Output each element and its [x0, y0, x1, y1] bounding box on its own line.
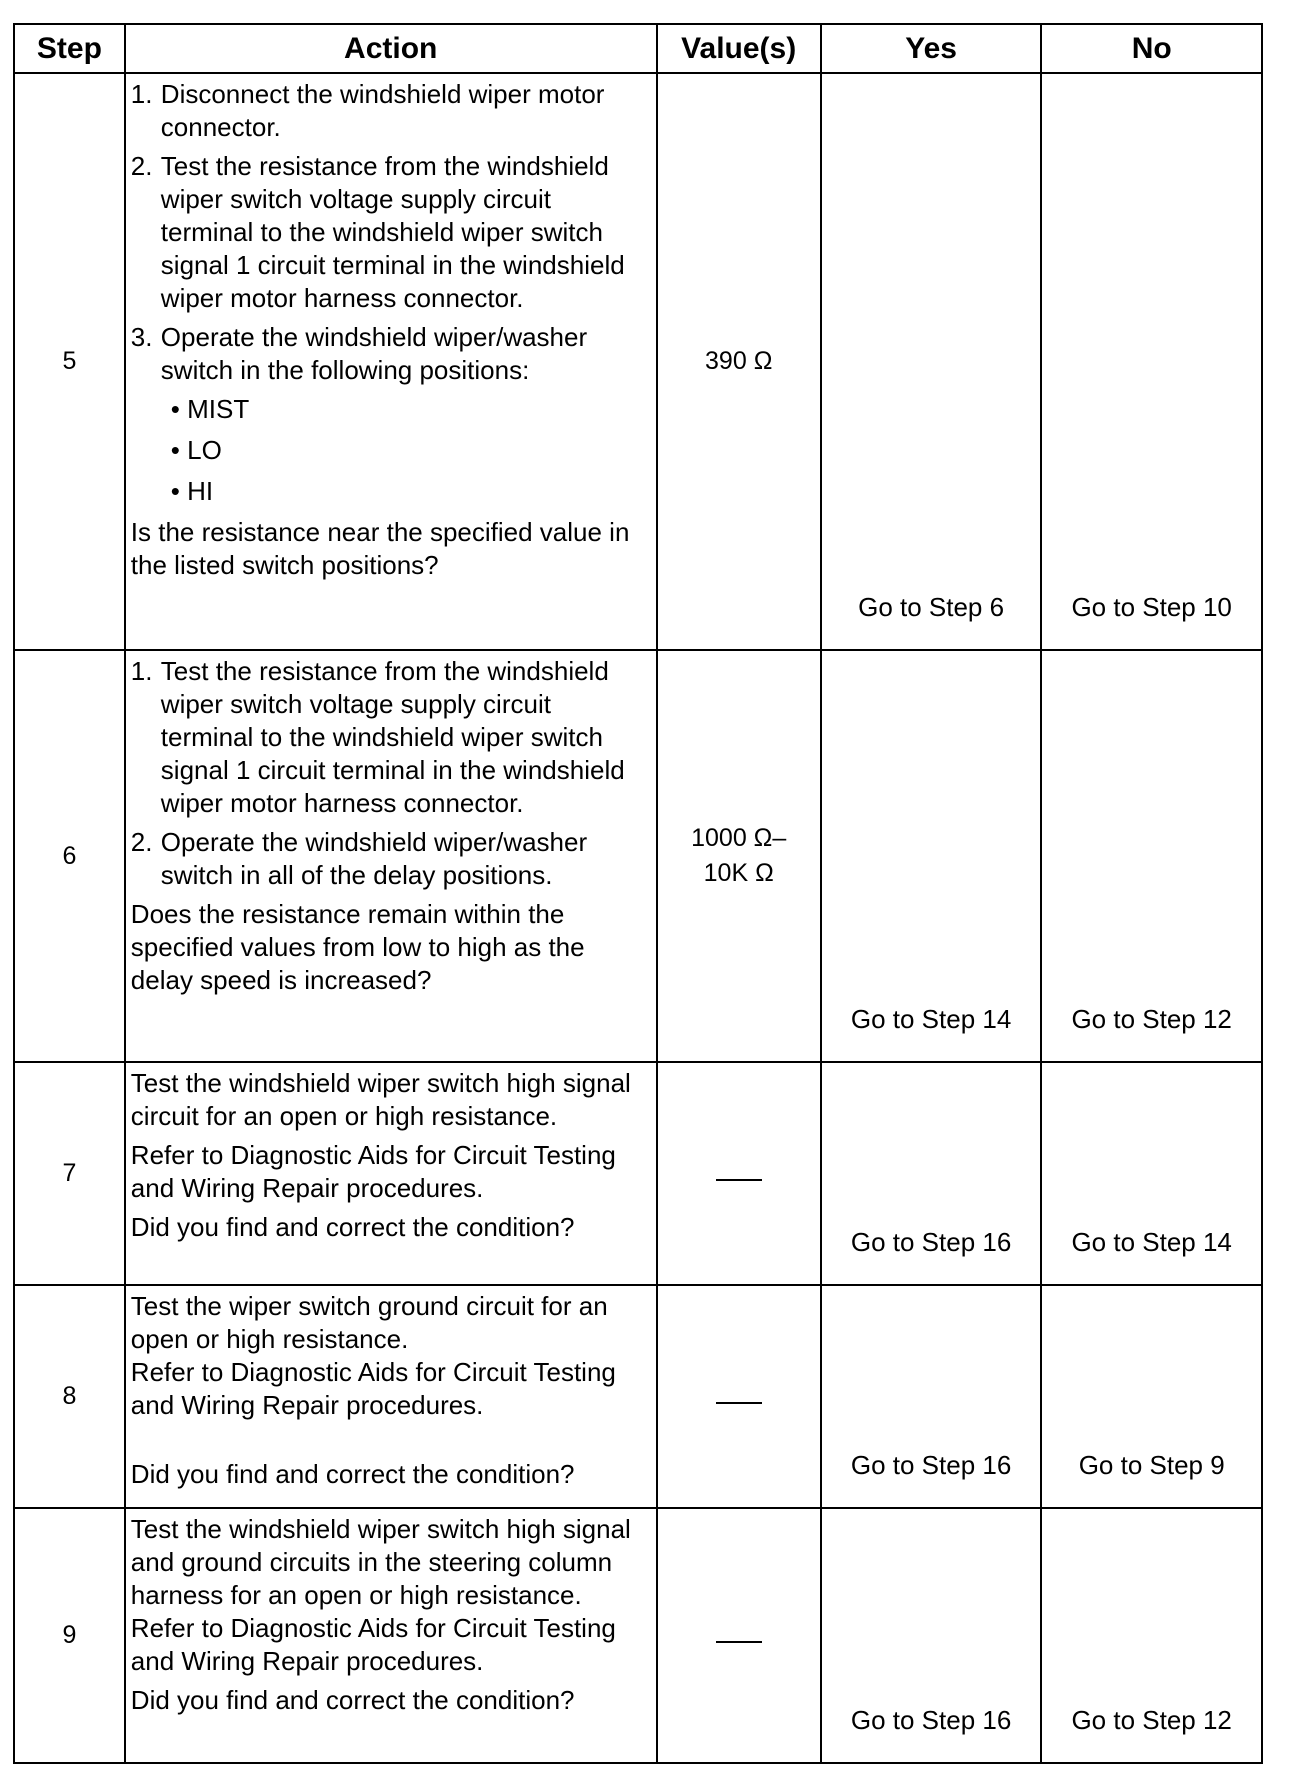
no-cell: Go to Step 12 [1041, 650, 1262, 1062]
no-value-dash [716, 1641, 762, 1643]
action-step-text: Test the resistance from the windshield wiper switch voltage supply circuit terminal to the windshield wiper switch signal 1 circuit terminal in the windshield wiper motor harness connector. [160, 656, 625, 818]
no-cell: Go to Step 10 [1041, 73, 1262, 650]
header-values: Value(s) [657, 24, 821, 73]
yes-cell: Go to Step 16 [821, 1508, 1042, 1763]
table-row [14, 1285, 1262, 1508]
no-value-dash [716, 1402, 762, 1404]
table-row [14, 650, 1262, 1062]
action-step-text: Operate the windshield wiper/washer switch in all of the delay positions. [160, 827, 588, 890]
action-step-text: Disconnect the windshield wiper motor connector. [160, 79, 605, 142]
value-cell [657, 1062, 821, 1285]
switch-position-item: • LO [170, 435, 222, 465]
action-question: Did you find and correct the condition? [130, 1212, 575, 1242]
header-no: No [1041, 24, 1262, 73]
value-text: 10K Ω [703, 859, 774, 887]
action-reference: Refer to Diagnostic Aids for Circuit Testing and Wiring Repair procedures. [130, 1140, 616, 1203]
action-cell [125, 1062, 657, 1285]
step-number: 9 [14, 1508, 125, 1763]
table-row [14, 1508, 1262, 1763]
action-reference: Refer to Diagnostic Aids for Circuit Testing and Wiring Repair procedures. [130, 1357, 616, 1420]
table-row [14, 1062, 1262, 1285]
action-instruction: Test the windshield wiper switch high signal circuit for an open or high resistance. [130, 1068, 631, 1131]
yes-cell: Go to Step 16 [821, 1062, 1042, 1285]
action-cell [125, 73, 657, 650]
action-step [131, 78, 650, 144]
diagnostic-table [13, 23, 1263, 1764]
step-number: 5 [14, 73, 125, 650]
no-cell: Go to Step 14 [1041, 1062, 1262, 1285]
action-step-number: 3. [130, 322, 153, 352]
table-row [14, 73, 1262, 650]
value-cell [657, 1285, 821, 1508]
action-question: Did you find and correct the condition? [130, 1459, 575, 1489]
no-cell: Go to Step 12 [1041, 1508, 1262, 1763]
no-cell: Go to Step 9 [1041, 1285, 1262, 1508]
value-text: 390 Ω [705, 347, 773, 375]
header-step: Step [14, 24, 125, 73]
value-text: 1000 Ω– [691, 824, 787, 852]
action-instruction: Test the wiper switch ground circuit for an open or high resistance. [130, 1291, 608, 1354]
switch-position-item: • HI [170, 476, 214, 506]
step-number: 6 [14, 650, 125, 1062]
action-step-number: 2. [130, 151, 153, 181]
action-step-number: 1. [130, 79, 153, 109]
value-cell [657, 1508, 821, 1763]
action-cell [125, 650, 657, 1062]
action-step [131, 655, 650, 820]
value-cell [657, 650, 821, 1062]
no-value-dash [716, 1179, 762, 1181]
yes-cell: Go to Step 16 [821, 1285, 1042, 1508]
header-row [14, 24, 1262, 73]
action-question: Did you find and correct the condition? [130, 1685, 575, 1715]
action-step [131, 150, 650, 315]
action-step-text: Operate the windshield wiper/washer switch in the following positions: [160, 322, 588, 385]
action-step-number: 2. [130, 827, 153, 857]
header-action: Action [125, 24, 657, 73]
spacer [131, 1428, 650, 1458]
step-number: 7 [14, 1062, 125, 1285]
action-cell [125, 1508, 657, 1763]
value-cell [657, 73, 821, 650]
action-step-number: 1. [130, 656, 153, 686]
yes-cell: Go to Step 6 [821, 73, 1042, 650]
header-yes: Yes [821, 24, 1042, 73]
action-reference: Refer to Diagnostic Aids for Circuit Testing and Wiring Repair procedures. [130, 1613, 616, 1676]
action-step-text: Test the resistance from the windshield wiper switch voltage supply circuit terminal to the windshield wiper switch signal 1 circuit terminal in the windshield wiper motor harness connector. [160, 151, 625, 313]
action-question: Is the resistance near the specified value in the listed switch positions? [130, 517, 630, 580]
action-cell [125, 1285, 657, 1508]
action-step [131, 826, 650, 892]
step-number: 8 [14, 1285, 125, 1508]
action-instruction: Test the windshield wiper switch high signal and ground circuits in the steering column harness for an open or high resistance. [130, 1514, 631, 1610]
action-question: Does the resistance remain within the specified values from low to high as the delay speed is increased? [130, 899, 585, 995]
switch-position-item: • MIST [170, 394, 250, 424]
yes-cell: Go to Step 14 [821, 650, 1042, 1062]
action-step [131, 321, 650, 387]
